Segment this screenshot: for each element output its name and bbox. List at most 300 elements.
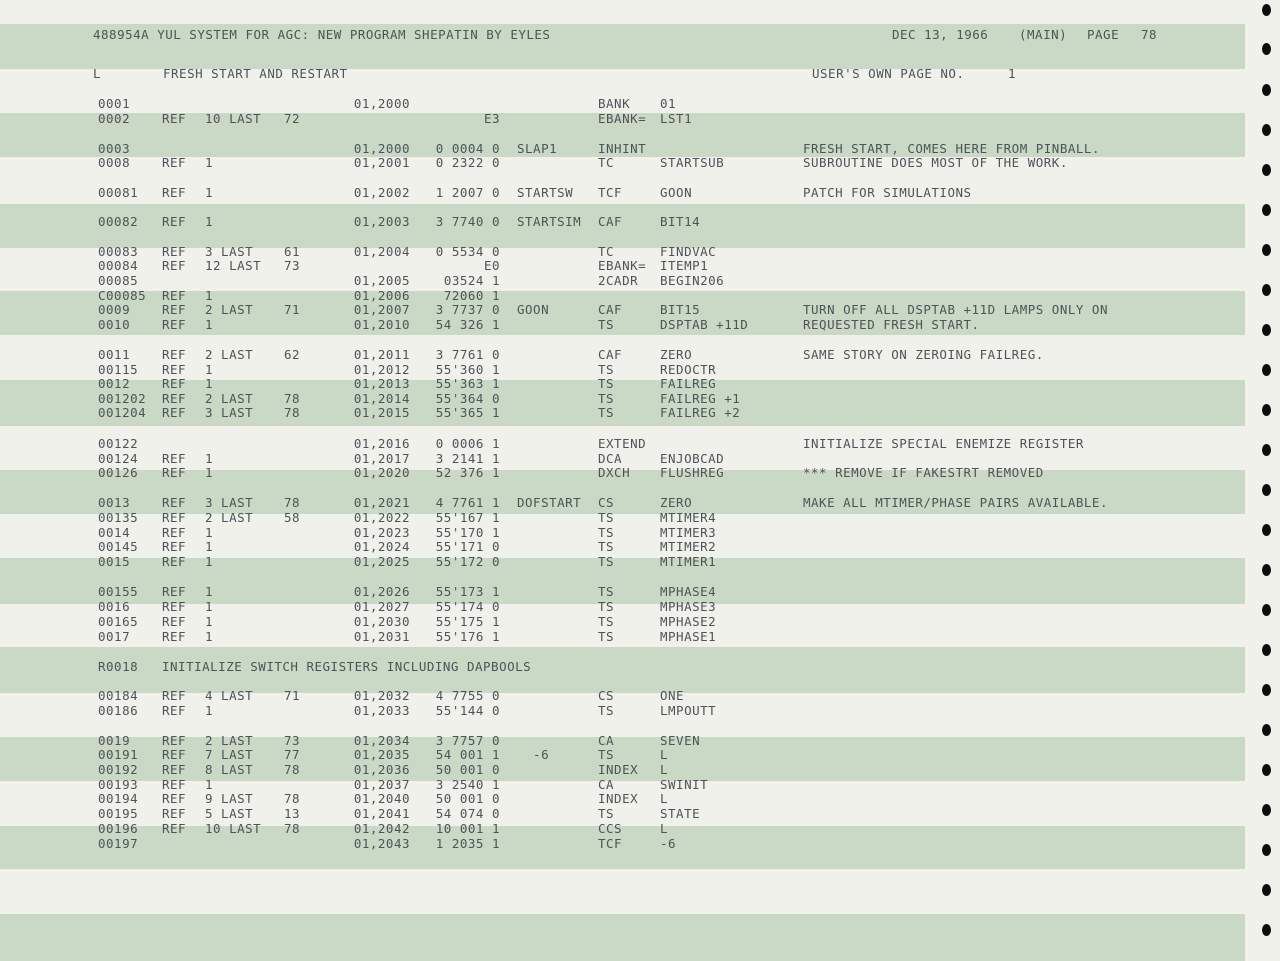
listing-ref-count: 2 LAST bbox=[205, 347, 254, 362]
listing-operand: BIT15 bbox=[660, 302, 701, 317]
listing-opcode: BANK bbox=[598, 96, 631, 111]
listing-ref-field: REF bbox=[162, 347, 187, 362]
listing-octal-code: 3 7737 0 bbox=[435, 302, 500, 317]
tractor-feed-strip bbox=[1248, 0, 1280, 961]
listing-operand: MTIMER3 bbox=[660, 525, 717, 540]
listing-ref-count: 1 bbox=[205, 362, 214, 377]
listing-address: 01,2003 bbox=[353, 214, 410, 229]
listing-line-number: 00126 bbox=[98, 465, 139, 480]
feed-hole bbox=[1262, 884, 1271, 896]
feed-hole bbox=[1262, 84, 1271, 96]
listing-opcode: CAF bbox=[598, 214, 623, 229]
listing-opcode: TS bbox=[598, 614, 615, 629]
listing-operand: LST1 bbox=[660, 111, 693, 126]
listing-operand: FINDVAC bbox=[660, 244, 717, 259]
listing-address: 01,2034 bbox=[353, 733, 410, 748]
listing-comment: FRESH START, COMES HERE FROM PINBALL. bbox=[803, 141, 1100, 156]
green-band bbox=[0, 558, 1245, 604]
feed-hole bbox=[1262, 164, 1271, 176]
listing-address: 01,2032 bbox=[353, 688, 410, 703]
header-main-tag: (MAIN) bbox=[1019, 27, 1068, 42]
listing-ref-field: REF bbox=[162, 762, 187, 777]
listing-octal-code: 54 326 1 bbox=[435, 317, 500, 332]
listing-octal-code: 1 2035 1 bbox=[435, 836, 500, 851]
listing-octal-code: 55'171 0 bbox=[435, 539, 500, 554]
listing-line-number: 00184 bbox=[98, 688, 139, 703]
listing-line-number: 00196 bbox=[98, 821, 139, 836]
listing-opcode: TS bbox=[598, 391, 615, 406]
listing-ref-count: 1 bbox=[205, 288, 214, 303]
listing-ref-field: REF bbox=[162, 391, 187, 406]
listing-octal-code: 10 001 1 bbox=[435, 821, 500, 836]
listing-line-number: 00124 bbox=[98, 451, 139, 466]
listing-line-number: 00084 bbox=[98, 258, 139, 273]
listing-octal-code: 55'144 0 bbox=[435, 703, 500, 718]
listing-ref-field: REF bbox=[162, 821, 187, 836]
listing-opcode: CAF bbox=[598, 347, 623, 362]
listing-address: 01,2012 bbox=[353, 362, 410, 377]
listing-line-number: 0008 bbox=[98, 155, 131, 170]
listing-opcode: INDEX bbox=[598, 791, 639, 806]
listing-last-page: 61 bbox=[284, 244, 301, 259]
listing-address: 01,2004 bbox=[353, 244, 410, 259]
listing-last-page: 78 bbox=[284, 391, 301, 406]
listing-address: 01,2030 bbox=[353, 614, 410, 629]
listing-line-number: 0002 bbox=[98, 111, 131, 126]
listing-line-number: 00082 bbox=[98, 214, 139, 229]
listing-operand: BIT14 bbox=[660, 214, 701, 229]
feed-hole bbox=[1262, 404, 1271, 416]
listing-ref-field: REF bbox=[162, 376, 187, 391]
feed-hole bbox=[1262, 764, 1271, 776]
listing-address: 01,2000 bbox=[353, 141, 410, 156]
listing-opcode: INDEX bbox=[598, 762, 639, 777]
listing-operand: BEGIN206 bbox=[660, 273, 725, 288]
green-band bbox=[0, 204, 1245, 248]
listing-operand: FLUSHREG bbox=[660, 465, 725, 480]
listing-operand: -6 bbox=[660, 836, 677, 851]
listing-ref-field: REF bbox=[162, 155, 187, 170]
listing-ref-field: REF bbox=[162, 451, 187, 466]
listing-comment: MAKE ALL MTIMER/PHASE PAIRS AVAILABLE. bbox=[803, 495, 1108, 510]
listing-line-number: 0010 bbox=[98, 317, 131, 332]
listing-opcode: INHINT bbox=[598, 141, 647, 156]
listing-line-number: 0019 bbox=[98, 733, 131, 748]
listing-line-number: C00085 bbox=[98, 288, 147, 303]
feed-hole bbox=[1262, 804, 1271, 816]
listing-opcode: EXTEND bbox=[598, 436, 647, 451]
listing-octal-code: 3 7757 0 bbox=[435, 733, 500, 748]
feed-hole bbox=[1262, 284, 1271, 296]
listing-line-number: 00135 bbox=[98, 510, 139, 525]
listing-line-number: 0009 bbox=[98, 302, 131, 317]
listing-line-number: 00145 bbox=[98, 539, 139, 554]
listing-ref-field: REF bbox=[162, 629, 187, 644]
header-page-label: PAGE bbox=[1087, 27, 1120, 42]
listing-octal-code: 50 001 0 bbox=[435, 762, 500, 777]
listing-ref-count: 1 bbox=[205, 465, 214, 480]
listing-opcode: TC bbox=[598, 155, 615, 170]
listing-operand: MTIMER1 bbox=[660, 554, 717, 569]
listing-octal-code: 3 2141 1 bbox=[435, 451, 500, 466]
listing-address: 01,2005 bbox=[353, 273, 410, 288]
listing-octal-code: E3 bbox=[483, 111, 500, 126]
listing-last-page: 72 bbox=[284, 111, 301, 126]
listing-ref-count: 3 LAST bbox=[205, 495, 254, 510]
listing-opcode: TS bbox=[598, 554, 615, 569]
listing-operand: ONE bbox=[660, 688, 685, 703]
listing-address: 01,2000 bbox=[353, 96, 410, 111]
listing-label: STARTSW bbox=[517, 185, 574, 200]
listing-ref-count: 3 LAST bbox=[205, 405, 254, 420]
listing-octal-code: 3 2540 1 bbox=[435, 777, 500, 792]
listing-line-number: R0018 bbox=[98, 659, 139, 674]
listing-opcode: CA bbox=[598, 733, 615, 748]
listing-ref-field: REF bbox=[162, 288, 187, 303]
listing-last-page: 73 bbox=[284, 258, 301, 273]
listing-opcode: CAF bbox=[598, 302, 623, 317]
listing-operand: FAILREG +2 bbox=[660, 405, 741, 420]
feed-hole bbox=[1262, 564, 1271, 576]
listing-address: 01,2025 bbox=[353, 554, 410, 569]
listing-line-number: 0001 bbox=[98, 96, 131, 111]
listing-opcode: TS bbox=[598, 629, 615, 644]
listing-opcode: EBANK= bbox=[598, 258, 647, 273]
listing-ref-field: REF bbox=[162, 495, 187, 510]
listing-opcode: EBANK= bbox=[598, 111, 647, 126]
listing-ref-count: 1 bbox=[205, 317, 214, 332]
listing-ref-count: 2 LAST bbox=[205, 391, 254, 406]
feed-hole bbox=[1262, 924, 1271, 936]
listing-ref-field: REF bbox=[162, 317, 187, 332]
feed-hole bbox=[1262, 724, 1271, 736]
listing-octal-code: 72060 1 bbox=[443, 288, 500, 303]
listing-octal-code: 3 7740 0 bbox=[435, 214, 500, 229]
feed-hole bbox=[1262, 484, 1271, 496]
listing-address: 01,2031 bbox=[353, 629, 410, 644]
listing-octal-code: 0 2322 0 bbox=[435, 155, 500, 170]
listing-ref-field: REF bbox=[162, 599, 187, 614]
listing-ref-count: 1 bbox=[205, 214, 214, 229]
listing-line-number: 00115 bbox=[98, 362, 139, 377]
listing-operand: MPHASE1 bbox=[660, 629, 717, 644]
listing-label: -6 bbox=[517, 747, 550, 762]
listing-line-number: 00083 bbox=[98, 244, 139, 259]
listing-line-number: 00122 bbox=[98, 436, 139, 451]
listing-address: 01,2041 bbox=[353, 806, 410, 821]
listing-address: 01,2036 bbox=[353, 762, 410, 777]
listing-opcode: CS bbox=[598, 688, 615, 703]
listing-ref-count: 1 bbox=[205, 599, 214, 614]
listing-ref-count: 9 LAST bbox=[205, 791, 254, 806]
listing-last-page: 62 bbox=[284, 347, 301, 362]
listing-last-page: 13 bbox=[284, 806, 301, 821]
feed-hole bbox=[1262, 324, 1271, 336]
listing-operand: 01 bbox=[660, 96, 677, 111]
listing-address: 01,2027 bbox=[353, 599, 410, 614]
listing-address: 01,2001 bbox=[353, 155, 410, 170]
feed-hole bbox=[1262, 604, 1271, 616]
listing-line-number: 00195 bbox=[98, 806, 139, 821]
listing-line-number: 001202 bbox=[98, 391, 147, 406]
listing-octal-code: 55'172 0 bbox=[435, 554, 500, 569]
listing-label: SLAP1 bbox=[517, 141, 558, 156]
listing-line-number: 0016 bbox=[98, 599, 131, 614]
listing-address: 01,2022 bbox=[353, 510, 410, 525]
listing-last-page: 71 bbox=[284, 688, 301, 703]
listing-opcode: DCA bbox=[598, 451, 623, 466]
listing-ref-count: 3 LAST bbox=[205, 244, 254, 259]
listing-octal-code: 55'167 1 bbox=[435, 510, 500, 525]
feed-hole bbox=[1262, 844, 1271, 856]
listing-opcode: TS bbox=[598, 525, 615, 540]
listing-address: 01,2020 bbox=[353, 465, 410, 480]
listing-comment: PATCH FOR SIMULATIONS bbox=[803, 185, 972, 200]
listing-ref-count: 1 bbox=[205, 451, 214, 466]
section-title: FRESH START AND RESTART bbox=[163, 66, 348, 81]
listing-opcode: TS bbox=[598, 584, 615, 599]
listing-address: 01,2023 bbox=[353, 525, 410, 540]
listing-comment: SAME STORY ON ZEROING FAILREG. bbox=[803, 347, 1044, 362]
green-band bbox=[0, 826, 1245, 869]
listing-address: 01,2026 bbox=[353, 584, 410, 599]
listing-last-page: 71 bbox=[284, 302, 301, 317]
header-date: DEC 13, 1966 bbox=[892, 27, 989, 42]
listing-opcode: TCF bbox=[598, 185, 623, 200]
listing-octal-code: E0 bbox=[483, 258, 500, 273]
listing-octal-code: 55'364 0 bbox=[435, 391, 500, 406]
listing-ref-field: REF bbox=[162, 525, 187, 540]
listing-operand: ITEMP1 bbox=[660, 258, 709, 273]
listing-line-number: 00193 bbox=[98, 777, 139, 792]
listing-address: 01,2040 bbox=[353, 791, 410, 806]
listing-operand: MTIMER4 bbox=[660, 510, 717, 525]
listing-line-number: 00155 bbox=[98, 584, 139, 599]
listing-last-page: 78 bbox=[284, 405, 301, 420]
listing-last-page: 77 bbox=[284, 747, 301, 762]
feed-hole bbox=[1262, 524, 1271, 536]
listing-octal-code: 54 074 0 bbox=[435, 806, 500, 821]
listing-operand: LMPOUTT bbox=[660, 703, 717, 718]
listing-line-number: 00197 bbox=[98, 836, 139, 851]
header-program-title: 488954A YUL SYSTEM FOR AGC: NEW PROGRAM SHEPATIN BY EYLES bbox=[93, 27, 551, 42]
listing-ref-field: REF bbox=[162, 806, 187, 821]
feed-hole bbox=[1262, 684, 1271, 696]
listing-ref-count: 1 bbox=[205, 777, 214, 792]
listing-ref-count: 7 LAST bbox=[205, 747, 254, 762]
listing-opcode: TC bbox=[598, 244, 615, 259]
listing-operand: GOON bbox=[660, 185, 693, 200]
listing-ref-count: 1 bbox=[205, 155, 214, 170]
feed-hole bbox=[1262, 444, 1271, 456]
listing-address: 01,2010 bbox=[353, 317, 410, 332]
listing-ref-field: REF bbox=[162, 111, 187, 126]
listing-address: 01,2035 bbox=[353, 747, 410, 762]
listing-operand: MPHASE2 bbox=[660, 614, 717, 629]
listing-last-page: 78 bbox=[284, 821, 301, 836]
feed-hole bbox=[1262, 244, 1271, 256]
listing-octal-code: 52 376 1 bbox=[435, 465, 500, 480]
listing-ref-field: REF bbox=[162, 258, 187, 273]
listing-operand: ZERO bbox=[660, 495, 693, 510]
listing-operand: L bbox=[660, 762, 669, 777]
listing-line-number: 00194 bbox=[98, 791, 139, 806]
listing-address: 01,2043 bbox=[353, 836, 410, 851]
listing-line-number: 0017 bbox=[98, 629, 131, 644]
listing-octal-code: 03524 1 bbox=[443, 273, 500, 288]
listing-line-number: 00186 bbox=[98, 703, 139, 718]
listing-octal-code: 3 7761 0 bbox=[435, 347, 500, 362]
listing-ref-count: 1 bbox=[205, 629, 214, 644]
listing-last-page: 58 bbox=[284, 510, 301, 525]
section-marker: L bbox=[93, 66, 102, 81]
listing-operand: MTIMER2 bbox=[660, 539, 717, 554]
listing-opcode: DXCH bbox=[598, 465, 631, 480]
listing-line-number: 00081 bbox=[98, 185, 139, 200]
listing-opcode: TS bbox=[598, 806, 615, 821]
listing-opcode: TCF bbox=[598, 836, 623, 851]
listing-ref-count: 2 LAST bbox=[205, 302, 254, 317]
listing-last-page: 78 bbox=[284, 791, 301, 806]
user-page-label: USER'S OWN PAGE NO. bbox=[812, 66, 965, 81]
listing-ref-field: REF bbox=[162, 539, 187, 554]
header-page-number: 78 bbox=[1141, 27, 1158, 42]
listing-last-page: 73 bbox=[284, 733, 301, 748]
listing-address: 01,2006 bbox=[353, 288, 410, 303]
listing-ref-field: REF bbox=[162, 614, 187, 629]
listing-ref-count: 1 bbox=[205, 185, 214, 200]
listing-ref-count: 12 LAST bbox=[205, 258, 262, 273]
listing-line-number: 0013 bbox=[98, 495, 131, 510]
listing-ref-count: 1 bbox=[205, 539, 214, 554]
listing-ref-field: REF bbox=[162, 791, 187, 806]
listing-ref-field: REF bbox=[162, 554, 187, 569]
listing-octal-code: 0 5534 0 bbox=[435, 244, 500, 259]
listing-ref-count: 10 LAST bbox=[205, 111, 262, 126]
listing-comment: REQUESTED FRESH START. bbox=[803, 317, 980, 332]
listing-octal-code: 55'365 1 bbox=[435, 405, 500, 420]
listing-octal-code: 55'174 0 bbox=[435, 599, 500, 614]
listing-octal-code: 55'170 1 bbox=[435, 525, 500, 540]
listing-line-number: 00165 bbox=[98, 614, 139, 629]
listing-octal-code: 4 7761 1 bbox=[435, 495, 500, 510]
listing-ref-count: 1 bbox=[205, 614, 214, 629]
listing-opcode: TS bbox=[598, 376, 615, 391]
listing-octal-code: 54 001 1 bbox=[435, 747, 500, 762]
listing-address: 01,2015 bbox=[353, 405, 410, 420]
listing-address: 01,2017 bbox=[353, 451, 410, 466]
listing-address: 01,2014 bbox=[353, 391, 410, 406]
listing-opcode: CCS bbox=[598, 821, 623, 836]
listing-opcode: TS bbox=[598, 510, 615, 525]
listing-operand: L bbox=[660, 791, 669, 806]
listing-comment: INITIALIZE SPECIAL ENEMIZE REGISTER bbox=[803, 436, 1084, 451]
listing-address: 01,2024 bbox=[353, 539, 410, 554]
green-band bbox=[0, 914, 1245, 961]
listing-ref-count: 1 bbox=[205, 554, 214, 569]
feed-hole bbox=[1262, 124, 1271, 136]
user-page-number: 1 bbox=[1008, 66, 1017, 81]
listing-ref-field: REF bbox=[162, 465, 187, 480]
listing-comment: SUBROUTINE DOES MOST OF THE WORK. bbox=[803, 155, 1068, 170]
feed-hole bbox=[1262, 204, 1271, 216]
listing-line-number: 00191 bbox=[98, 747, 139, 762]
listing-octal-code: 55'175 1 bbox=[435, 614, 500, 629]
feed-hole bbox=[1262, 644, 1271, 656]
listing-ref-count: 8 LAST bbox=[205, 762, 254, 777]
listing-ref-count: 10 LAST bbox=[205, 821, 262, 836]
listing-ref-field: REF bbox=[162, 510, 187, 525]
listing-line-number: 001204 bbox=[98, 405, 147, 420]
listing-ref-field: REF bbox=[162, 703, 187, 718]
listing-ref-count: 1 bbox=[205, 703, 214, 718]
listing-octal-code: 0 0006 1 bbox=[435, 436, 500, 451]
listing-ref-count: 2 LAST bbox=[205, 510, 254, 525]
listing-line-number: 0003 bbox=[98, 141, 131, 156]
listing-ref-field: REF bbox=[162, 777, 187, 792]
listing-ref-count: 1 bbox=[205, 525, 214, 540]
listing-ref-field: REF bbox=[162, 362, 187, 377]
listing-opcode: TS bbox=[598, 599, 615, 614]
listing-address: 01,2007 bbox=[353, 302, 410, 317]
listing-operand: ZERO bbox=[660, 347, 693, 362]
listing-address: 01,2033 bbox=[353, 703, 410, 718]
listing-label: DOFSTART bbox=[517, 495, 582, 510]
listing-address: 01,2037 bbox=[353, 777, 410, 792]
listing-octal-code: 55'173 1 bbox=[435, 584, 500, 599]
listing-ref-count: 1 bbox=[205, 584, 214, 599]
listing-octal-code: 0 0004 0 bbox=[435, 141, 500, 156]
listing-address: 01,2013 bbox=[353, 376, 410, 391]
listing-address: 01,2011 bbox=[353, 347, 410, 362]
listing-line-number: 0015 bbox=[98, 554, 131, 569]
listing-ref-field: REF bbox=[162, 405, 187, 420]
listing-opcode: CS bbox=[598, 495, 615, 510]
listing-operand: STATE bbox=[660, 806, 701, 821]
listing-address: 01,2016 bbox=[353, 436, 410, 451]
listing-operand: L bbox=[660, 821, 669, 836]
listing-last-page: 78 bbox=[284, 495, 301, 510]
listing-octal-code: 55'176 1 bbox=[435, 629, 500, 644]
listing-ref-field: REF bbox=[162, 214, 187, 229]
listing-address: 01,2042 bbox=[353, 821, 410, 836]
listing-comment: TURN OFF ALL DSPTAB +11D LAMPS ONLY ON bbox=[803, 302, 1108, 317]
listing-operand: FAILREG bbox=[660, 376, 717, 391]
listing-ref-field: REF bbox=[162, 688, 187, 703]
listing-address: 01,2002 bbox=[353, 185, 410, 200]
listing-octal-code: 50 001 0 bbox=[435, 791, 500, 806]
listing-octal-code: 55'363 1 bbox=[435, 376, 500, 391]
listing-ref-field: INITIALIZE SWITCH REGISTERS INCLUDING DAPBOOLS bbox=[162, 659, 532, 674]
listing-operand: MPHASE4 bbox=[660, 584, 717, 599]
listing-operand: L bbox=[660, 747, 669, 762]
listing-ref-count: 2 LAST bbox=[205, 733, 254, 748]
listing-line-number: 00085 bbox=[98, 273, 139, 288]
listing-ref-count: 1 bbox=[205, 376, 214, 391]
listing-opcode: CA bbox=[598, 777, 615, 792]
listing-operand: FAILREG +1 bbox=[660, 391, 741, 406]
listing-operand: SWINIT bbox=[660, 777, 709, 792]
listing-opcode: 2CADR bbox=[598, 273, 639, 288]
listing-opcode: TS bbox=[598, 317, 615, 332]
feed-hole bbox=[1262, 364, 1271, 376]
listing-ref-count: 4 LAST bbox=[205, 688, 254, 703]
listing-line-number: 0014 bbox=[98, 525, 131, 540]
listing-label: GOON bbox=[517, 302, 550, 317]
listing-operand: DSPTAB +11D bbox=[660, 317, 749, 332]
feed-hole bbox=[1262, 4, 1271, 16]
listing-octal-code: 55'360 1 bbox=[435, 362, 500, 377]
